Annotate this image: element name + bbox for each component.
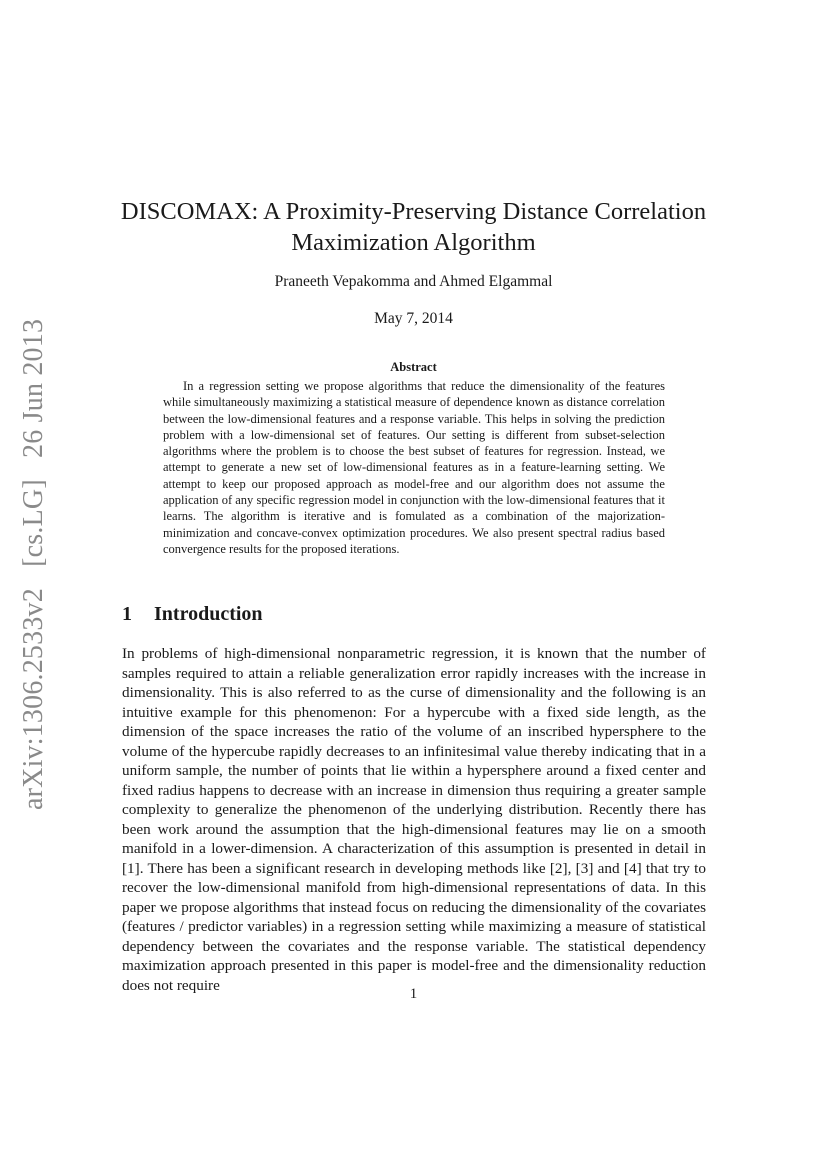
arxiv-category: [cs.LG] [18,479,49,567]
arxiv-id: arXiv:1306.2533v2 [18,588,49,810]
paper-authors: Praneeth Vepakomma and Ahmed Elgammal [274,273,553,290]
abstract-heading: Abstract [390,360,437,374]
page-number: 1 [409,986,418,1002]
paper-date: May 7, 2014 [374,310,453,327]
arxiv-stamp [18,305,50,810]
section-heading [122,603,263,626]
arxiv-date: 26 Jun 2013 [18,318,49,458]
paper-title: DISCOMAX: A Proximity-Preserving Distance Correlation Maximization Algorithm [120,198,707,256]
abstract-text: In a regression setting we propose algorithms that reduce the dimensionality of the features while simultaneously maximizing a statistical measure of dependence known as distance correlation between the low-dimensional features and a response variable. This helps in solving the prediction problem with a low-dimensional set of features. Our setting is different from subset-selection algorithms where the problem is to choose the best subset of features for regression. Instead, we attempt to generate a new set of low-dimensional features as in a feature-learning setting. We attempt to keep our proposed approach as model-free and our algorithm does not assume the application of any specific regression model in conjunction with the low-dimensional features that it learns. The algorithm is iterative and is fomulated as a combination of the majorization-minimization and concave-convex optimization procedures. We also present spectral radius based convergence results for the proposed iterations. [163,379,665,556]
section-number: 1 [122,603,132,625]
section-title: Introduction [154,603,263,625]
section-text: In problems of high-dimensional nonparametric regression, it is known that the number of samples required to attain a reliable generalization error rapidly increases with the increase in dimensionality. This is also referred to as the curse of dimensionality and the following is an intuitive example for this phenomenon: For a hypercube with a fixed side length, as the dimension of the space increases the ratio of the volume of an inscribed hypersphere to the volume of the hypercube rapidly decreases to an infinitesimal value thereby indicating that in a uniform sample, the number of points that lie within a hypersphere around a fixed center and fixed radius happens to decrease with an increase in dimension thus requiring a greater sample complexity to generalize the phenomenon of the underlying distribution. Recently there has been work around the assumption that the high-dimensional features may lie on a smooth manifold in a lower-dimension. A characterization of this assumption is presented in detail in [1]. There has been a significant research in developing methods like [2], [3] and [4] that try to recover the low-dimensional manifold from high-dimensional representations of data. In this paper we propose algorithms that instead focus on reducing the dimensionality of the covariates (features / predictor variables) in a regression setting while maximizing a measure of statistical dependency between the covariates and the response variable. The statistical dependency maximization approach presented in this paper is model-free and the dimensionality reduction does not require [122,645,706,994]
